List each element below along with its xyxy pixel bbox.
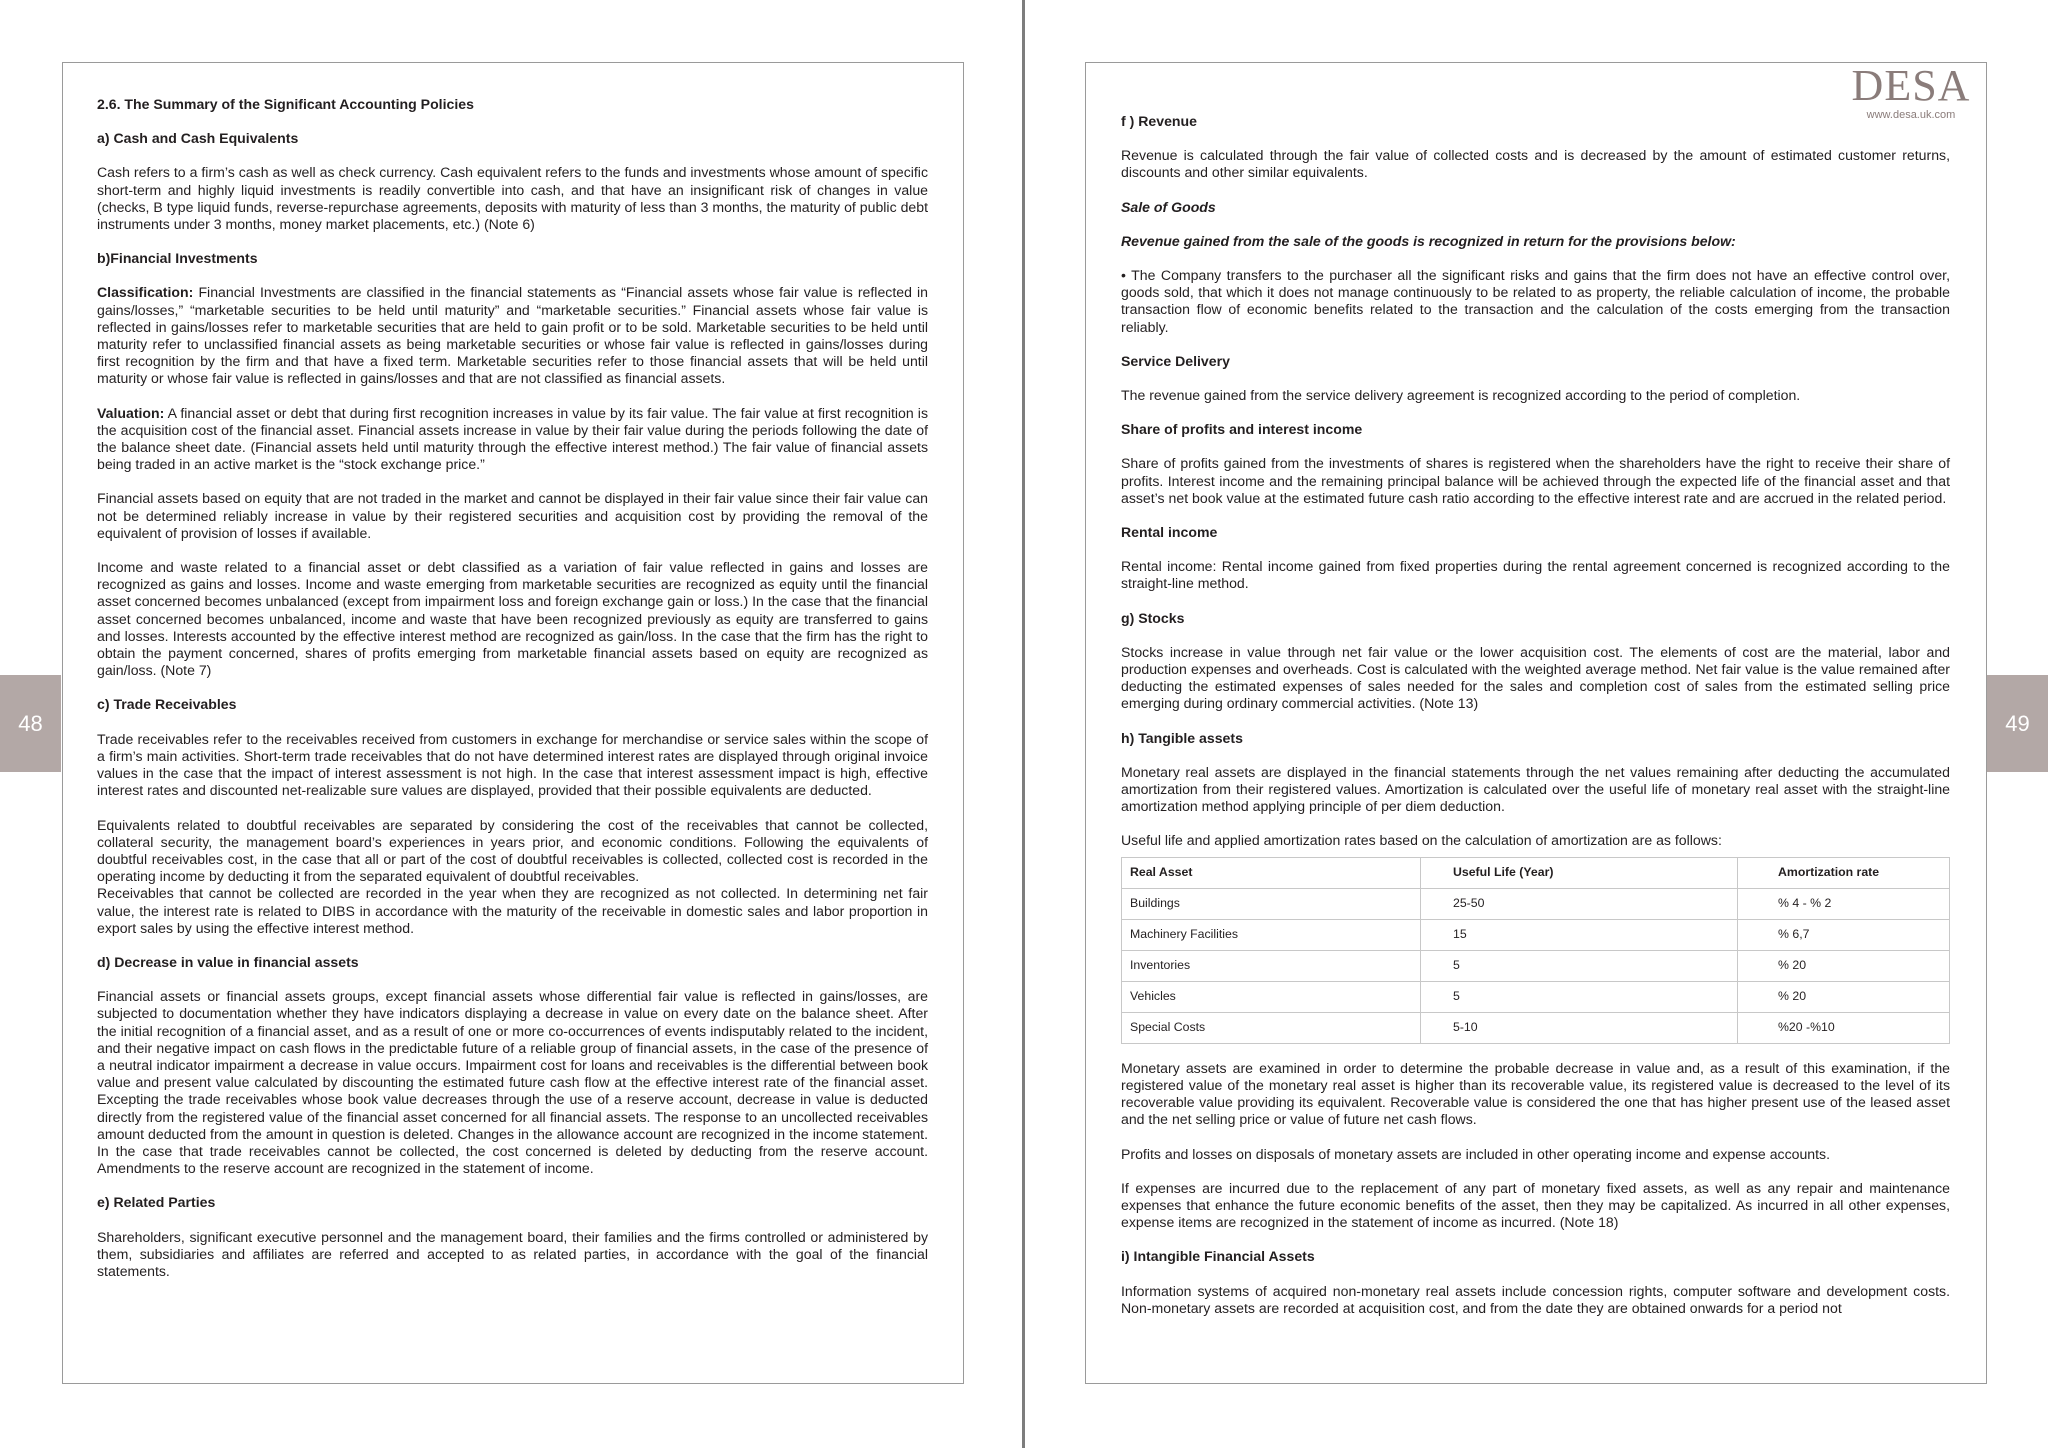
paragraph: Cash refers to a firm’s cash as well as check currency. Cash equivalent refers to the funds and investments whose amount of specific short-term and highly liquid investments is readily convertible into cash, and that have an insignificant risk of changes in value (checks, B type liquid funds, reverse-repurchase agreements, deposits with maturity of less than 3 months, the maturity of public debt instruments under 3 months, money market placements, etc.) (Note 6) (97, 164, 928, 233)
paragraph: Income and waste related to a financial asset or debt classified as a variation of fair value reflected in gains and losses are recognized as gains and losses. Income and waste emerging from marketable securities are recognized as equity until the financial asset concerned becomes unbalanced (except from impairment loss and foreign exchange gain or loss.) In the case that the financial asset concerned becomes unbalanced, income and waste that have been recognized previously as equity are transferred to gains and losses. Interests accounted by the effective interest method are recognized as gain/loss. In the case that the firm has the right to obtain the payment concerned, shares of profits emerging from marketable financial assets based on equity are recognized as gain/loss. (Note 7) (97, 559, 928, 679)
paragraph: Financial assets or financial assets groups, except financial assets whose differential fair value is reflected in gains/losses, are subjected to documentation whether they have indicators displaying a decrease in value on every date on the balance sheet. After the initial recognition of a financial asset, and as a result of one or more co-occurrences of events indisputably related to the incident, and their negative impact on cash flows in the predictable future of a reliable group of financial assets, in the case of the presence of a neutral indicator impairment a decrease in value occurs. Impairment cost for loans and receivables is the differential between book value and present value calculated by discounting the estimated future cash flow at the effective interest rate of the financial asset. Excepting the trade receivables whose book value decreases through the use of a reserve account, decrease in value is deducted directly from the registered value of the financial asset concerned for all financial assets. The response to an uncollected receivables amount deducted from the amount in question is deleted. Changes in the allowance account are recognized in the income statement. In the case that trade receivables cannot be collected, the cost concerned is deleted by deducting from the reserve account. Amendments to the reserve account are recognized in the statement of income. (97, 988, 928, 1177)
heading-stocks: g) Stocks (1121, 609, 1185, 626)
heading-related-parties: e) Related Parties (97, 1194, 216, 1211)
paragraph: Profits and losses on disposals of monetary assets are included in other operating income and expense accounts. (1121, 1145, 1831, 1162)
table-row (1122, 888, 1950, 919)
paragraph: Shareholders, significant executive personnel and the management board, their families and the firms controlled or administered by them, subsidiaries and affiliates are referred and accepted to as related parties, in accordance with the goal of the financial statements. (97, 1228, 928, 1279)
paragraph: If expenses are incurred due to the replacement of any part of monetary fixed assets, as well as any repair and maintenance expenses that enhance the future economic benefits of the asset, then they may be capitalized. As incurred in all other expenses, expense items are recognized in the statement of income as incurred. (Note 18) (1121, 1179, 1950, 1231)
cell-asset: Inventories (1122, 950, 1421, 981)
page-number-left: 48 (0, 675, 61, 772)
heading-service-delivery: Service Delivery (1121, 352, 1230, 369)
cell-life: 5 (1421, 950, 1738, 981)
heading-revenue: f ) Revenue (1121, 113, 1197, 129)
cell-asset: Buildings (1122, 888, 1421, 919)
paragraph: Monetary real assets are displayed in the financial statements through the net values remaining after deducting the accumulated amortization from their registered values. Amortization is calculated over the useful life of monetary real asset with the straight-line amortization method applying principle of per diem deduction. (1121, 763, 1950, 815)
lead-classification: Classification: (97, 284, 194, 301)
paragraph: Share of profits gained from the investments of shares is registered when the shareholders have the right to receive their share of profits. Interest income and the remaining principal balance will be achieved through the expected life of the financial asset and that asset’s net book value at the estimated future cash ratio according to the effective interest rate and are accrued in the related period. (1121, 455, 1950, 506)
cell-life: 5-10 (1421, 1012, 1738, 1043)
cell-rate: % 20 (1738, 950, 1950, 981)
cell-rate: % 4 - % 2 (1738, 888, 1950, 919)
subheading-sale-provisions: Revenue gained from the sale of the goods is recognized in return for the provisions below: (1121, 232, 1736, 249)
heading-cash: a) Cash and Cash Equivalents (97, 130, 299, 147)
paragraph: Equivalents related to doubtful receivables are separated by considering the cost of the receivables that cannot be collected, collateral security, the management board’s experiences in years prior, and economic conditions. Following the equivalents of doubtful receivables cost, in the case that all or part of the cost of doubtful receivables is collected, collected cost is recorded in the operating income by deducting it from the separated equivalent of doubtful receivables. (97, 816, 928, 885)
paragraph: Monetary assets are examined in order to determine the probable decrease in value and, as a result of this examination, if the registered value of the monetary real asset is higher than its recoverable value, its registered value is decreased to the level of its recoverable value providing its equivalent. Recoverable value is considered the one that has higher present use of the leased asset and the net selling price or value of future net cash flows. (1121, 1059, 1950, 1128)
header-useful-life: Useful Life (Year) (1421, 857, 1738, 888)
cell-rate: % 6,7 (1738, 919, 1950, 950)
header-amortization-rate: Amortization rate (1738, 857, 1950, 888)
lead-valuation: Valuation: (97, 404, 165, 421)
paragraph: Trade receivables refer to the receivables received from customers in exchange for merchandise or service sales within the scope of a firm’s main activities. Short-term trade receivables that do not have determined interest rates are displayed through original invoice values in the case that the impact of interest assessment is not high. In the case that interest assessment impact is high, effective interest rates and discounted net-realizable sure values are displayed, provided that their possible equivalents are deducted. (97, 730, 928, 799)
cell-rate: % 20 (1738, 981, 1950, 1012)
table-header-row (1122, 857, 1950, 888)
table-row (1122, 981, 1950, 1012)
heading-sale-of-goods: Sale of Goods (1121, 198, 1216, 215)
heading-share-of-profits: Share of profits and interest income (1121, 421, 1363, 438)
cell-rate: %20 -%10 (1738, 1012, 1950, 1043)
heading-decrease-in-value: d) Decrease in value in financial assets (97, 953, 359, 970)
cell-life: 15 (1421, 919, 1738, 950)
paragraph: Information systems of acquired non-monetary real assets include concession rights, computer software and development costs. Non-monetary assets are recorded at acquisition cost, and from the date they are obtained onwards for a period not (1121, 1282, 1950, 1316)
paragraph (97, 405, 928, 474)
heading-rental-income: Rental income (1121, 524, 1218, 541)
table-row (1122, 950, 1950, 981)
table-row (1122, 1012, 1950, 1043)
heading-trade-receivables: c) Trade Receivables (97, 696, 237, 713)
page-number-right: 49 (1987, 675, 2048, 772)
paragraph: Rental income: Rental income gained from fixed properties during the rental agreement concerned is recognized according to the straight-line method. (1121, 558, 1950, 592)
cell-asset: Special Costs (1122, 1012, 1421, 1043)
paragraph: The revenue gained from the service delivery agreement is recognized according to the period of completion. (1121, 387, 1801, 404)
paragraph: Financial assets based on equity that are not traded in the market and cannot be displayed in their fair value since their fair value can not be determined reliably increase in value by their registered securities and acquisition cost by providing the removal of the equivalent of provision of losses if available. (97, 490, 928, 541)
paragraph-text: A financial asset or debt that during first recognition increases in value by its fair value. The fair value at first recognition is the acquisition cost of the financial asset. Financial assets increase in value by their fair value during the periods following the date of the balance sheet date. (Financial assets held until maturity through the effective interest method.) The fair value of financial assets being traded in an active market is the “stock exchange price.” (97, 404, 928, 473)
heading-tangible-assets: h) Tangible assets (1121, 729, 1243, 746)
book-spine (1022, 0, 1025, 1448)
section-title: 2.6. The Summary of the Significant Accounting Policies (97, 96, 474, 112)
paragraph: • The Company transfers to the purchaser all the significant risks and gains that the firm does not have an effective control over, goods sold, that which it does not manage continuously to be related to as property, the reliable calculation of income, the probable transaction flow of economic benefits related to the transaction and the calculation of the costs emerging from the transaction reliably. (1121, 267, 1950, 335)
paragraph: Useful life and applied amortization rates based on the calculation of amortization are as follows: (1121, 832, 1722, 849)
paragraph (97, 284, 928, 387)
cell-asset: Machinery Facilities (1122, 919, 1421, 950)
paragraph: Receivables that cannot be collected are recorded in the year when they are recognized as not collected. In determining net fair value, the interest rate is related to DIBS in accordance with the maturity of the receivable in domestic sales and labor proportion in export sales by using the effective interest method. (97, 885, 928, 936)
table-row (1122, 919, 1950, 950)
header-real-asset: Real Asset (1122, 857, 1421, 888)
cell-life: 25-50 (1421, 888, 1738, 919)
right-page-content (1121, 113, 1950, 1334)
paragraph: Stocks increase in value through net fair value or the lower acquisition cost. The elements of cost are the material, labor and production expenses and overheads. Cost is calculated with the weighted average method. Net fair value is the value remained after deducting the estimated expenses of sales needed for the sales and completion cost of sales from the estimated selling price emerging during ordinary commercial activities. (Note 13) (1121, 643, 1950, 712)
cell-asset: Vehicles (1122, 981, 1421, 1012)
logo-wordmark: DESA (1851, 61, 1971, 110)
heading-intangible-assets: i) Intangible Financial Assets (1121, 1248, 1315, 1265)
left-page-content (97, 96, 928, 1297)
cell-life: 5 (1421, 981, 1738, 1012)
logo-url: www.desa.uk.com (1866, 109, 1956, 121)
heading-financial-investments: b)Financial Investments (97, 250, 258, 267)
paragraph: Revenue is calculated through the fair value of collected costs and is decreased by the amount of estimated customer returns, discounts and other similar equivalents. (1121, 147, 1950, 181)
paragraph-text: Financial Investments are classified in the financial statements as “Financial assets whose fair value is reflected in gains/losses,” “marketable securities to be held until maturity” and “marketable securities.” Financial assets whose fair value is reflected in gains/losses refer to marketable securities that are held to gain profit or to be sold. Marketable securities to be held until maturity refer to unclassified financial assets as being marketable securities or whose fair value is reflected in gains/losses during first recognition by the firm and that have a fixed term. Marketable securities refer to those financial assets that will be held until maturity or whose fair value is reflected in gains/losses and that are not classified as financial assets. (97, 284, 928, 387)
amortization-table (1121, 857, 1950, 1044)
